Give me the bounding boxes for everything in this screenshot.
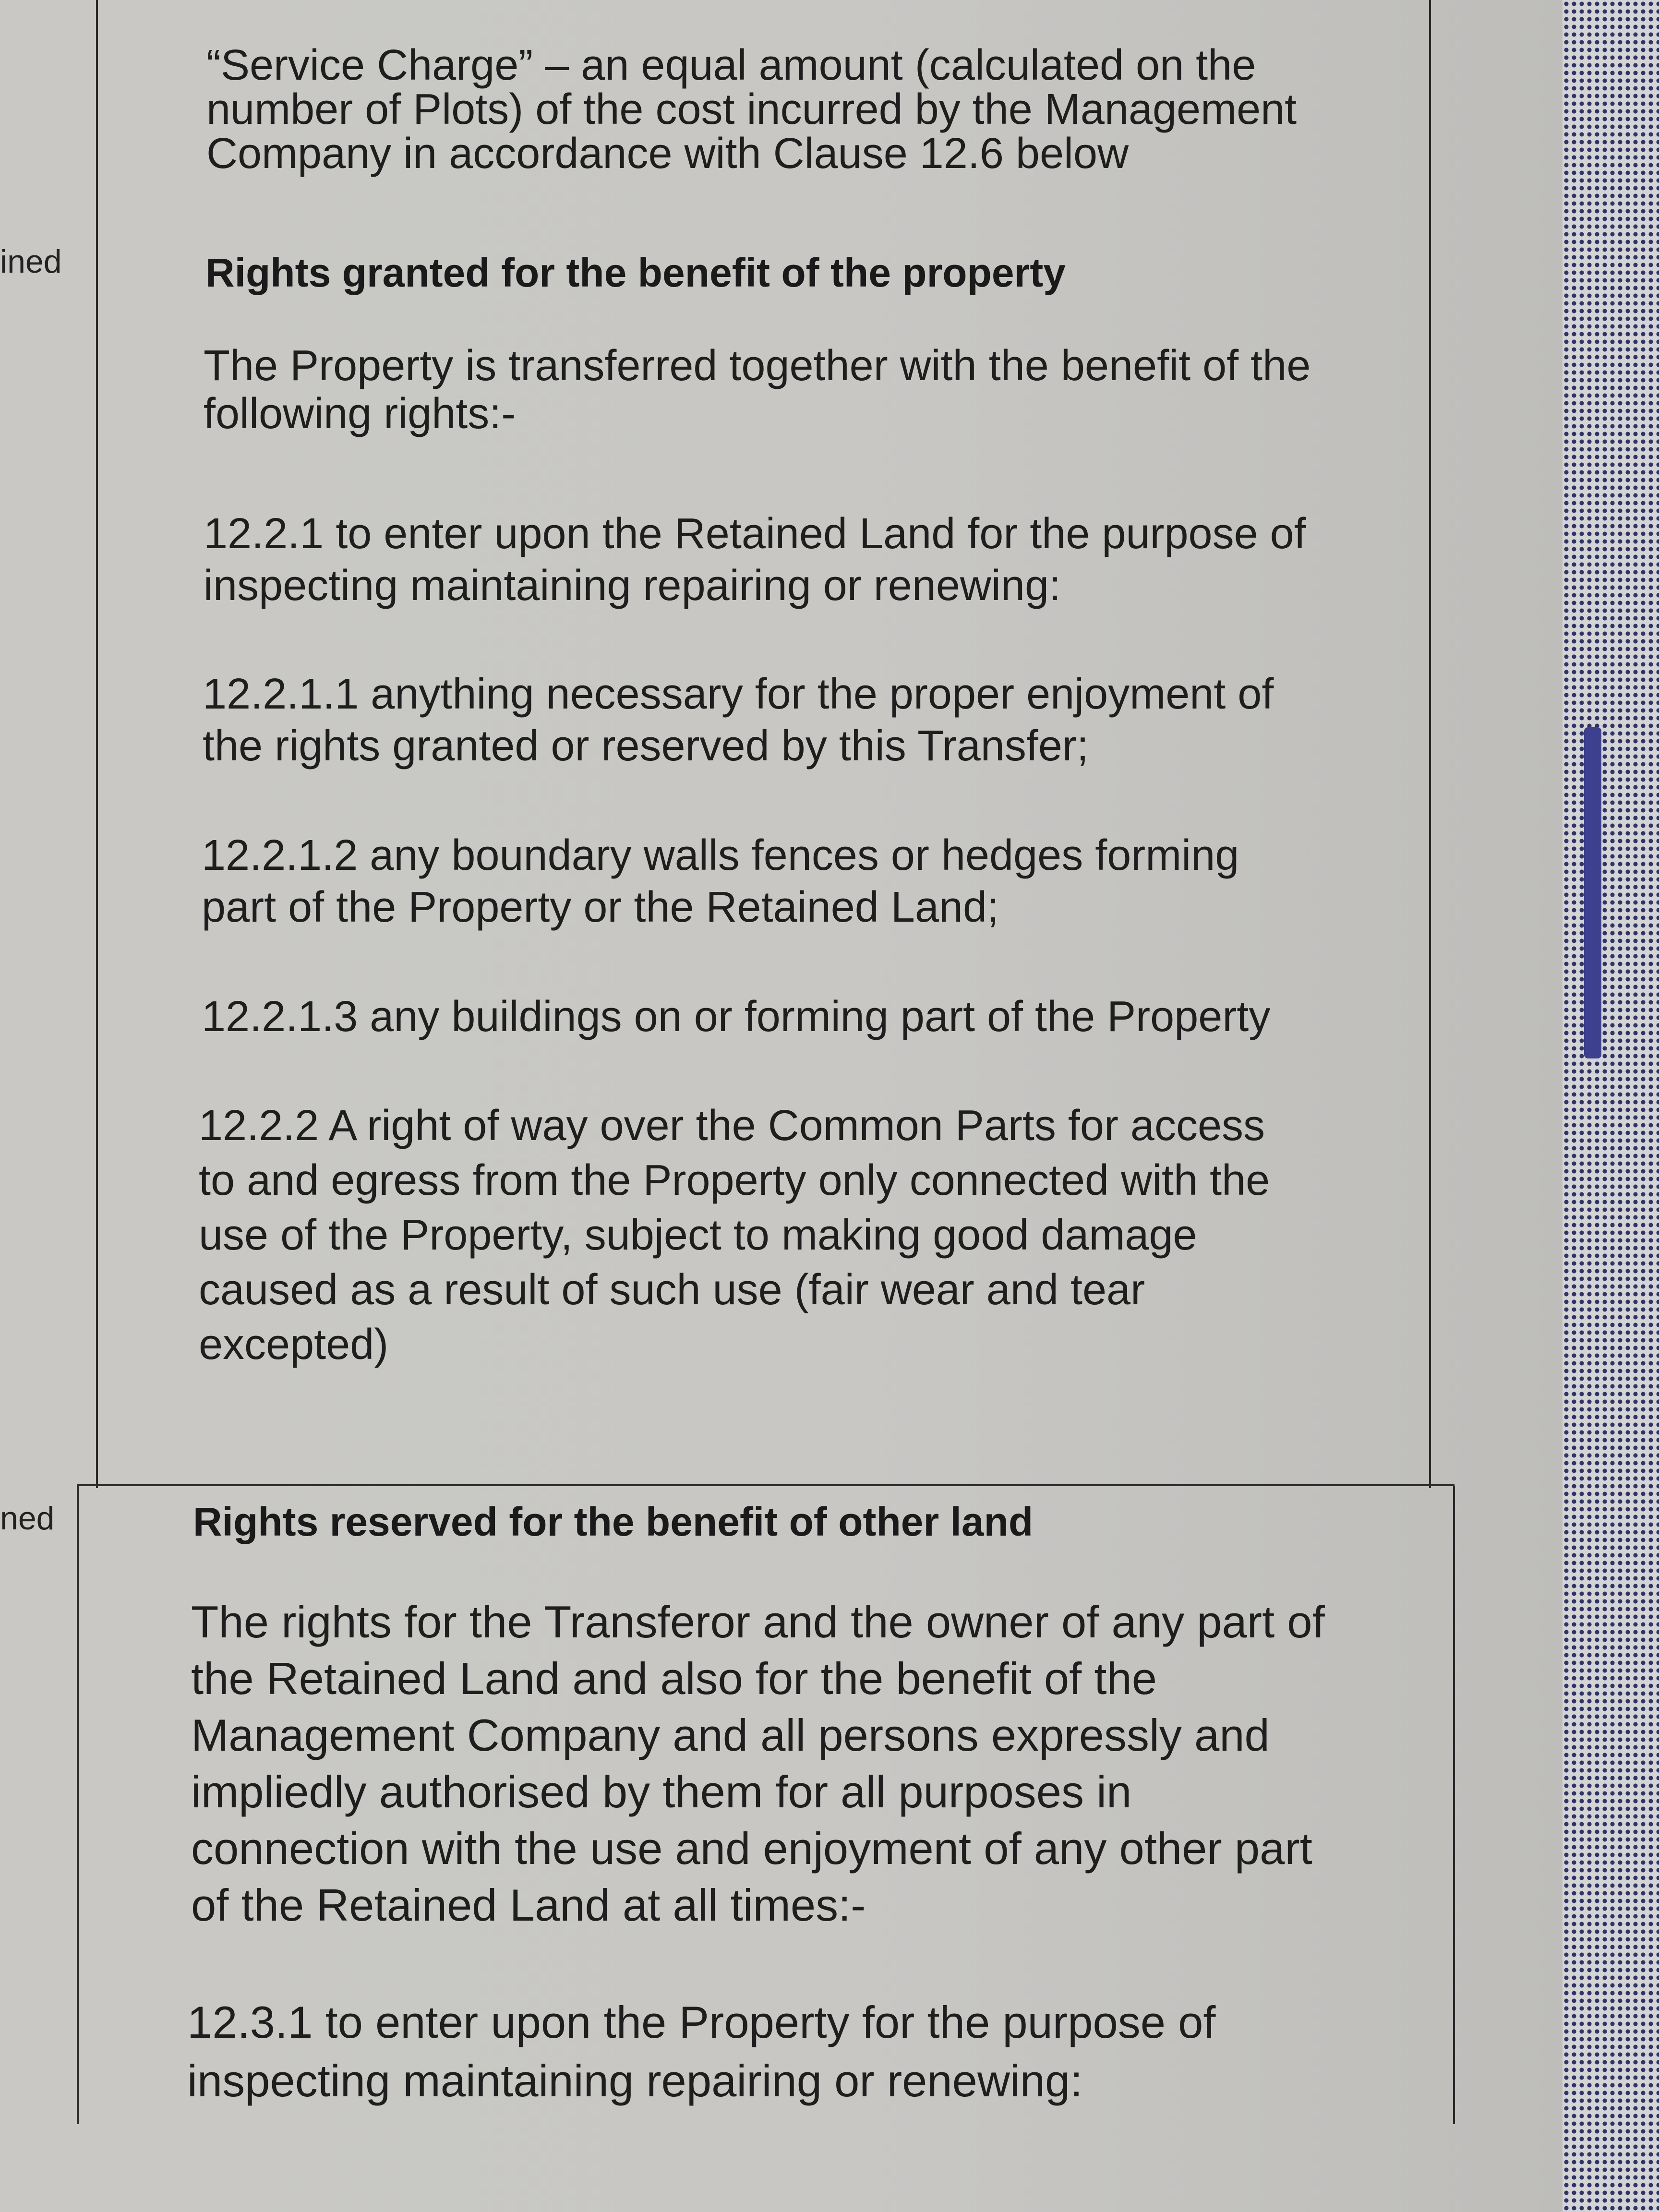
blue-binder-strip xyxy=(1584,727,1601,1058)
text-line: 12.3.1 to enter upon the Property for the purpose of xyxy=(187,1997,1216,2047)
patterned-background xyxy=(1563,0,1659,2212)
table-right-border-upper xyxy=(1429,0,1431,1488)
rights-granted-heading: Rights granted for the benefit of the property xyxy=(205,250,1066,295)
text-line: use of the Property, subject to making good damage xyxy=(199,1211,1197,1259)
text-line: part of the Property or the Retained Land; xyxy=(202,883,999,931)
rights-reserved-intro xyxy=(191,1594,1325,1934)
margin-label-rights-granted: ined xyxy=(0,243,62,280)
table-left-border-lower xyxy=(77,1486,79,2124)
service-charge-definition xyxy=(206,43,1297,176)
text-line: to and egress from the Property only connected with the xyxy=(199,1156,1270,1204)
text-line: the Retained Land and also for the benefit of the xyxy=(191,1653,1157,1704)
text-line: caused as a result of such use (fair wear and tear xyxy=(199,1266,1145,1314)
text-line: Management Company and all persons expressly and xyxy=(191,1710,1270,1760)
clause-12-3-1 xyxy=(187,1993,1216,2110)
text-line: of the Retained Land at all times:- xyxy=(191,1880,866,1930)
table-row-divider xyxy=(77,1484,1455,1486)
text-line: 12.2.1 to enter upon the Retained Land for the purpose of xyxy=(204,510,1306,558)
margin-label-rights-reserved: ned xyxy=(0,1500,55,1537)
text-line: impliedly authorised by them for all purposes in xyxy=(191,1767,1132,1817)
rights-granted-intro xyxy=(204,342,1310,438)
text-line: 12.2.2 A right of way over the Common Parts for access xyxy=(199,1102,1265,1150)
text-line: the rights granted or reserved by this Transfer; xyxy=(203,722,1089,770)
clause-12-2-1-1 xyxy=(203,668,1274,772)
clause-12-2-1-2 xyxy=(202,830,1239,933)
text-line: number of Plots) of the cost incurred by the Management xyxy=(206,85,1297,133)
clause-12-2-1 xyxy=(204,508,1306,612)
text-line: “Service Charge” – an equal amount (calculated on the xyxy=(206,41,1256,89)
text-line: 12.2.1.3 any buildings on or forming part of the Property xyxy=(202,993,1271,1041)
text-line: The rights for the Transferor and the owner of any part of xyxy=(191,1597,1325,1647)
text-line: Company in accordance with Clause 12.6 below xyxy=(206,130,1129,178)
table-right-border-lower xyxy=(1453,1486,1455,2124)
text-line: inspecting maintaining repairing or renewing: xyxy=(204,562,1061,610)
text-line: excepted) xyxy=(199,1321,389,1369)
text-line: connection with the use and enjoyment of any other part xyxy=(191,1823,1312,1874)
text-line: inspecting maintaining repairing or renewing: xyxy=(187,2056,1083,2106)
text-line: 12.2.1.2 any boundary walls fences or hedges forming xyxy=(202,831,1239,879)
text-line: The Property is transferred together with the benefit of the xyxy=(204,342,1311,390)
clause-12-2-2 xyxy=(199,1098,1270,1372)
text-line: following rights:- xyxy=(204,390,516,438)
text-line: 12.2.1.1 anything necessary for the proper enjoyment of xyxy=(203,670,1274,718)
clause-12-2-1-3 xyxy=(202,991,1270,1043)
rights-reserved-heading: Rights reserved for the benefit of other land xyxy=(193,1499,1034,1544)
table-left-border-upper xyxy=(96,0,98,1488)
